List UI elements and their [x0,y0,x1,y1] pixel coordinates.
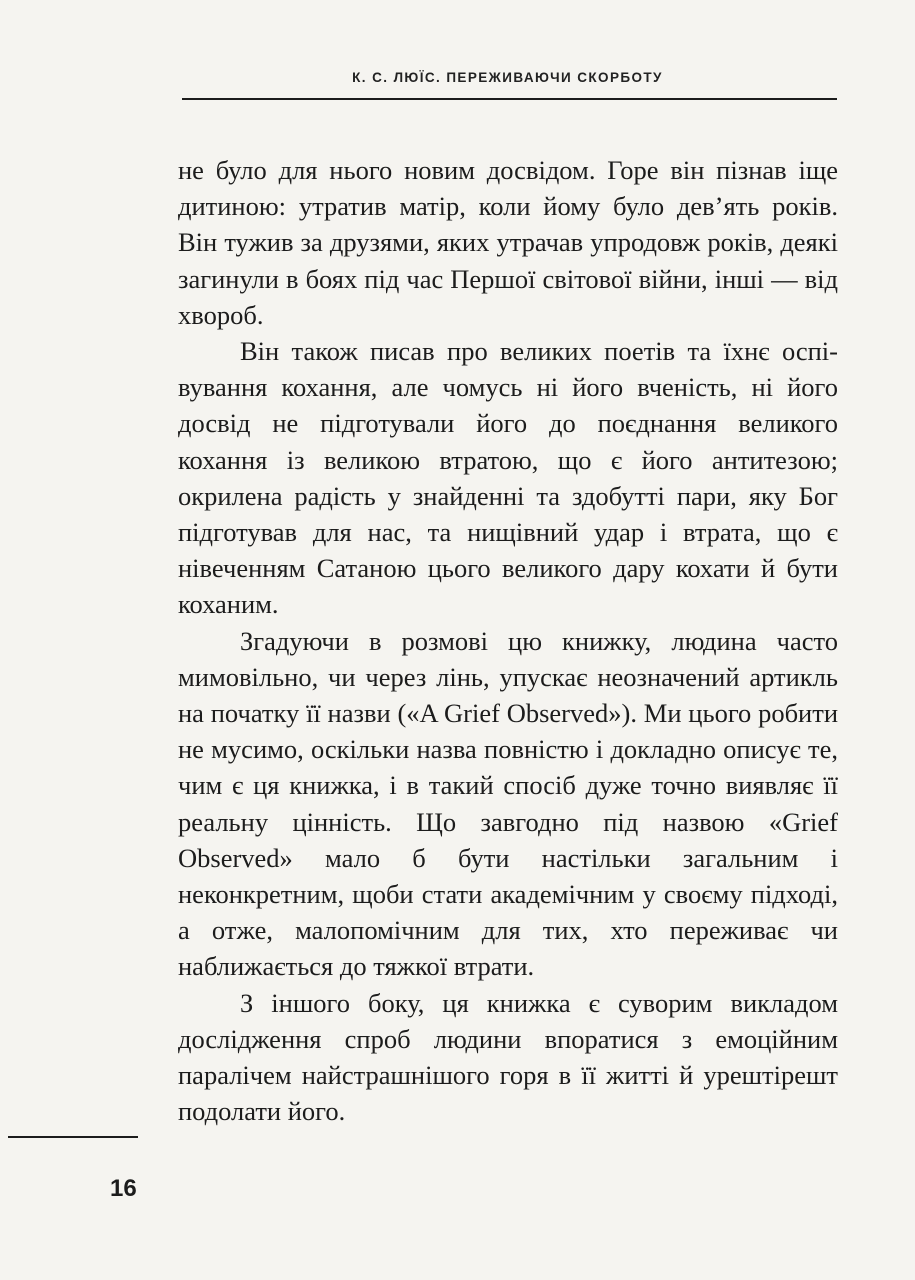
body-text [178,152,838,1129]
page-number: 16 [110,1175,137,1202]
footnote-rule [8,1136,138,1138]
paragraph-1: не було для нього новим досвідом. Горе він пізнав іще дитиною: утратив матір, коли йому було дев’ять років. Він тужив за друзями, яких утрачав упродовж років, деякі загинули в боях під час Першої світової війни, інші — від хвороб. [178,155,838,330]
paragraph-2: Він також писав про великих поетів та їхнє оспівування кохання, але чомусь ні його вченість, ні його досвід не підготували його до поєднання великого кохання із великою втратою, що є його антитезою; окрилена радість у знайденні та здобутті пари, яку Бог підготував для нас, та нищівний удар і втрата, що є нівеченням Сатаною цього великого дару кохати й бути коханим. [178,336,838,620]
header-rule [182,98,837,100]
paragraph-4: З іншого боку, ця книжка є суворим викладом дослідження спроб людини впоратися з емоційним паралічем найстрашнішого горя в її житті й урештірешт подолати його. [178,987,838,1127]
running-header: К. С. ЛЮЇС. ПЕРЕЖИВАЮЧИ СКОРБОТУ [352,70,663,85]
paragraph-3: Згадуючи в розмові цю книжку, людина часто мимовільно, чи через лінь, упускає неозначений артикль на початку її назви («A Grief Observed»). Ми цього робити не мусимо, оскільки назва повністю і докладно описує те, чим є ця книжка, і в такий спосіб дуже точно виявляє її реальну цінність. Що завгодно під назвою «Grief Observed» мало б бути настільки загальним і неконкретним, щоби стати академічним у своєму підході, а отже, малопомічним для тих, хто переживає чи наближається до тяжкої втрати. [178,625,838,982]
